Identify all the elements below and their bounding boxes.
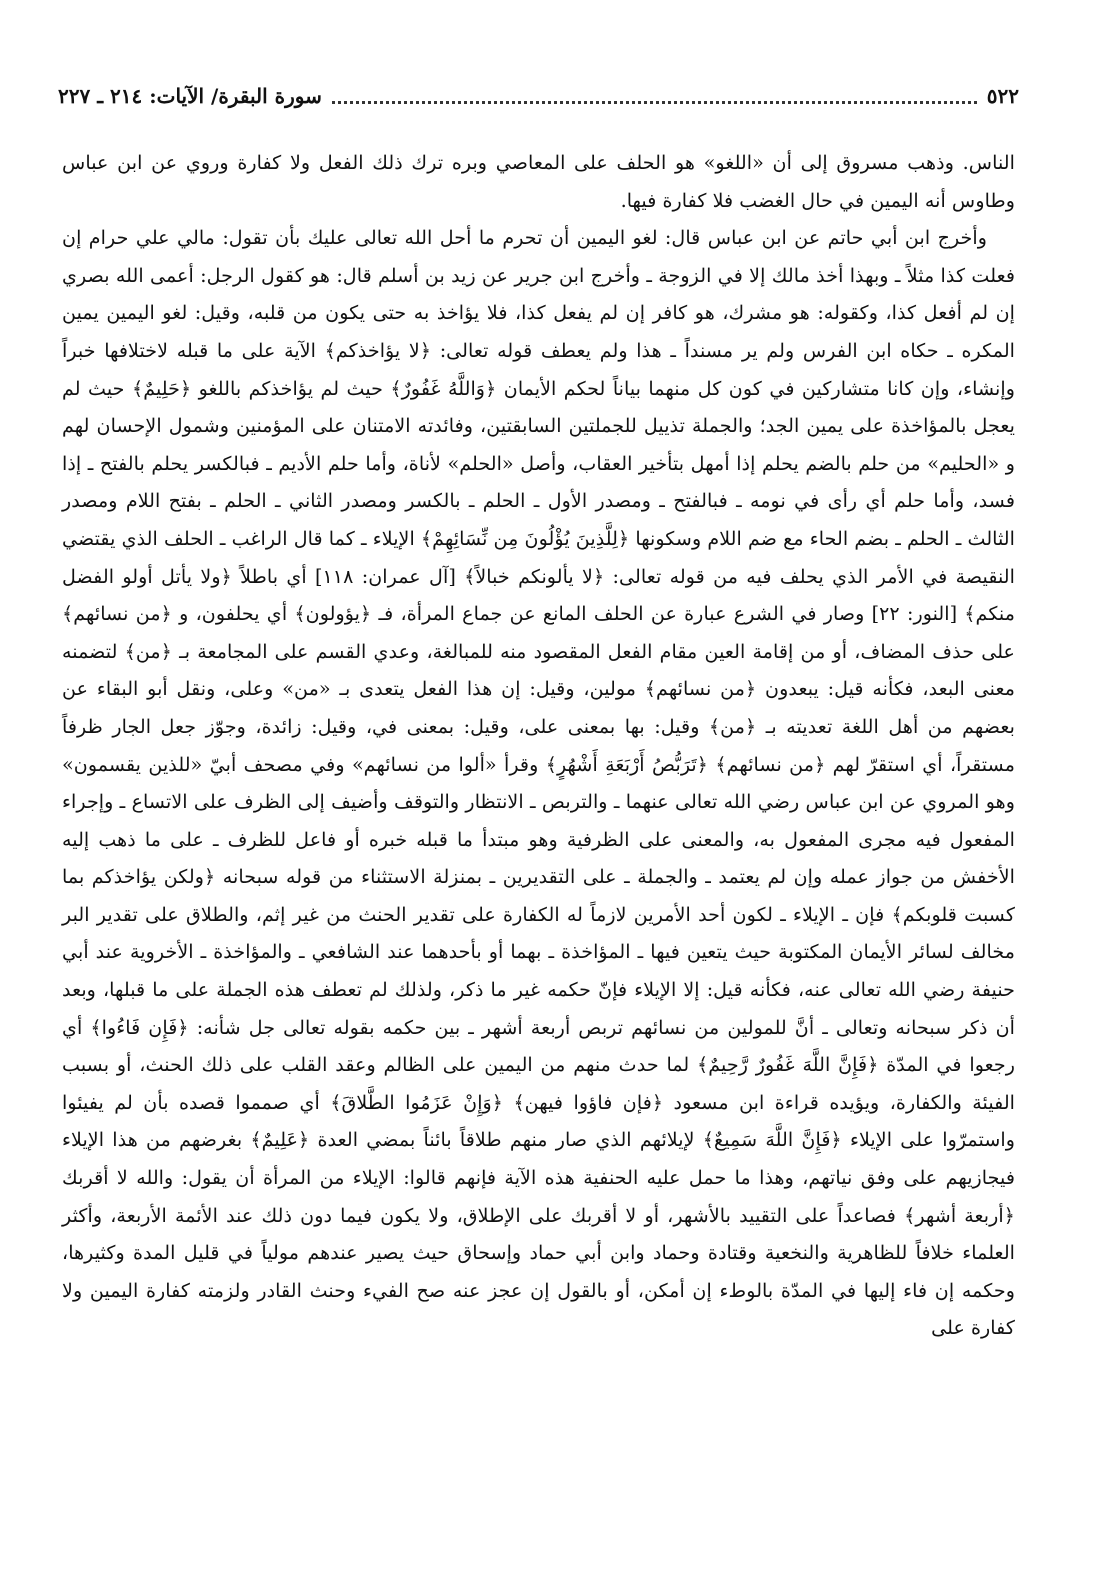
body-text (62, 144, 1015, 1347)
running-header (58, 78, 1019, 114)
paragraph-2: وأخرج ابن أبي حاتم عن ابن عباس قال: لغو اليمين أن تحرم ما أحل الله تعالى عليك بأن تقول: مالي علي حرام إن فعلت كذا مثلاً ـ وبهذا أخذ مالك إلا في الزوجة ـ وأخرج ابن جرير عن زيد بن أسلم قال: هو كقول الرجل: أعمى الله بصري إن لم أفعل كذا، وكقوله: هو مشرك، هو كافر إن لم يفعل كذا، فلا يؤاخذ به حتى يكون من قلبه، وقيل: لغو اليمين يمين المكره ـ حكاه ابن الفرس ولم ير مسنداً ـ هذا ولم يعطف قوله تعالى: ﴿لا يؤاخذكم﴾ الآية على ما قبله لاختلافها خبراً وإنشاء، وإن كانا متشاركين في كون كل منهما بياناً لحكم الأيمان ﴿وَاللَّهُ غَفُورٌ﴾ حيث لم يؤاخذكم باللغو ﴿حَلِيمٌ﴾ حيث لم يعجل بالمؤاخذة على يمين الجد؛ والجملة تذييل للجملتين السابقتين، وفائدته الامتنان على المؤمنين وشمول الإحسان لهم و «الحليم» من حلم بالضم يحلم إذا أمهل بتأخير العقاب، وأصل «الحلم» لأناة، وأما حلم الأديم ـ فبالكسر يحلم بالفتح ـ إذا فسد، وأما حلم أي رأى في نومه ـ فبالفتح ـ ومصدر الأول ـ الحلم ـ بالكسر ومصدر الثاني ـ الحلم ـ بفتح اللام ومصدر الثالث ـ الحلم ـ بضم الحاء مع ضم اللام وسكونها ﴿لِلَّذِينَ يُؤْلُونَ مِن نِّسَائِهِمْ﴾ الإيلاء ـ كما قال الراغب ـ الحلف الذي يقتضي النقيصة في الأمر الذي يحلف فيه من قوله تعالى: ﴿لا يألونكم خبالاً﴾ [آل عمران: ١١٨] أي باطلاً ﴿ولا يأتل أولو الفضل منكم﴾ [النور: ٢٢] وصار في الشرع عبارة عن الحلف المانع عن جماع المرأة، فـ ﴿يؤولون﴾ أي يحلفون، و ﴿من نسائهم﴾ على حذف المضاف، أو من إقامة العين مقام الفعل المقصود منه للمبالغة، وعدي القسم على المجامعة بـ ﴿من﴾ لتضمنه معنى البعد، فكأنه قيل: يبعدون ﴿من نسائهم﴾ مولين، وقيل: إن هذا الفعل يتعدى بـ «من» وعلى، ونقل أبو البقاء عن بعضهم من أهل اللغة تعديته بـ ﴿من﴾ وقيل: بها بمعنى على، وقيل: بمعنى في، وقيل: زائدة، وجوّز جعل الجار ظرفاً مستقراً، أي استقرّ لهم ﴿من نسائهم﴾ ﴿تَرَبُّصُ أَرْبَعَةِ أَشْهُرٍ﴾ وقرأ «ألوا من نسائهم» وفي مصحف أبيّ «للذين يقسمون» وهو المروي عن ابن عباس رضي الله تعالى عنهما ـ والتربص ـ الانتظار والتوقف وأضيف إلى الظرف على الاتساع ـ وإجراء المفعول فيه مجرى المفعول به، والمعنى على الظرفية وهو مبتدأ ما قبله خبره أو فاعل للظرف ـ على ما ذهب إليه الأخفش من جواز عمله وإن لم يعتمد ـ والجملة ـ على التقديرين ـ بمنزلة الاستثناء من قوله سبحانه ﴿ولكن يؤاخذكم بما كسبت قلوبكم﴾ فإن ـ الإيلاء ـ لكون أحد الأمرين لازماً له الكفارة على تقدير الحنث من غير إثم، والطلاق على تقدير البر مخالف لسائر الأيمان المكتوبة حيث يتعين فيها ـ المؤاخذة ـ بهما أو بأحدهما عند الشافعي ـ والمؤاخذة ـ الأخروية عند أبي حنيفة رضي الله تعالى عنه، فكأنه قيل: إلا الإيلاء فإنّ حكمه غير ما ذكر، ولذلك لم تعطف هذه الجملة على ما قبلها، وبعد أن ذكر سبحانه وتعالى ـ أنَّ للمولين من نسائهم تربص أربعة أشهر ـ بين حكمه بقوله تعالى جل شأنه: ﴿فَإِن فَاءُوا﴾ أي رجعوا في المدّة ﴿فَإِنَّ اللَّهَ غَفُورٌ رَّحِيمٌ﴾ لما حدث منهم من اليمين على الظالم وعقد القلب على ذلك الحنث، أو بسبب الفيئة والكفارة، ويؤيده قراءة ابن مسعود ﴿فإن فاؤوا فيهن﴾ ﴿وَإِنْ عَزَمُوا الطَّلاقَ﴾ أي صمموا قصده بأن لم يفيئوا واستمرّوا على الإيلاء ﴿فَإِنَّ اللَّهَ سَمِيعٌ﴾ لإيلائهم الذي صار منهم طلاقاً بائناً بمضي العدة ﴿عَلِيمٌ﴾ بغرضهم من هذا الإيلاء فيجازيهم على وفق نياتهم، وهذا ما حمل عليه الحنفية هذه الآية فإنهم قالوا: الإيلاء من المرأة أن يقول: والله لا أقربك ﴿أربعة أشهر﴾ فصاعداً على التقييد بالأشهر، أو لا أقربك على الإطلاق، ولا يكون فيما دون ذلك عند الأئمة الأربعة، وأكثر العلماء خلافاً للظاهرية والنخعية وقتادة وحماد وابن أبي حماد وإسحاق حيث يصير عندهم مولياً في قليل المدة وكثيرها، وحكمه إن فاء إليها في المدّة بالوطء إن أمكن، أو بالقول إن عجز عنه صح الفيء وحنث القادر ولزمته كفارة اليمين ولا كفارة على (62, 226, 1015, 1340)
paragraph-1: الناس. وذهب مسروق إلى أن «اللغو» هو الحلف على المعاصي وبره ترك ذلك الفعل ولا كفارة وروي عن ابن عباس وطاوس أنه اليمين في حال الغضب فلا كفارة فيها. (62, 151, 1015, 212)
running-title: سورة البقرة/ الآيات: ٢١٤ ـ ٢٢٧ (58, 84, 322, 108)
page-number: ٥٢٢ (986, 84, 1019, 108)
dotted-leader (332, 89, 977, 104)
